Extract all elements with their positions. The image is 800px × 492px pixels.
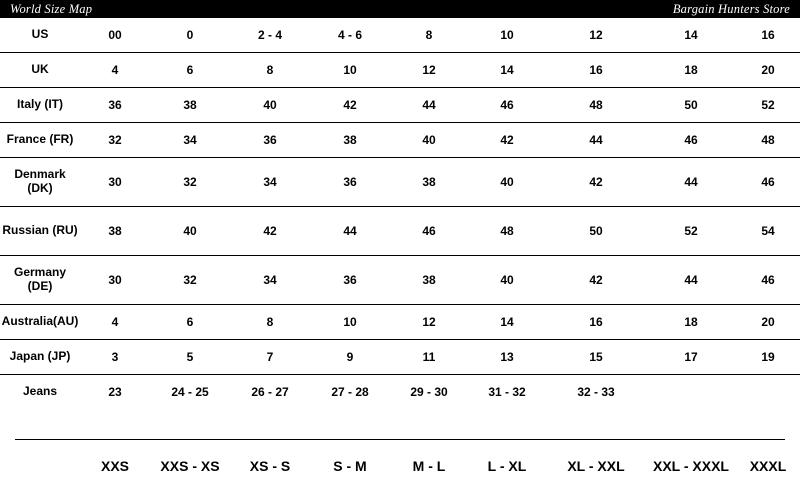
size-cell: 42 (546, 158, 646, 207)
footer-spacer-cell (0, 440, 80, 492)
table-row (0, 88, 800, 123)
table-footer-gap (0, 409, 800, 439)
row-region-label: Australia(AU) (0, 305, 80, 340)
row-region-label: UK (0, 53, 80, 88)
size-cell: 32 (150, 158, 230, 207)
size-cell: 15 (546, 340, 646, 375)
letter-size-cell: XXL - XXXL (653, 458, 729, 474)
table-row (0, 18, 800, 53)
size-cell: 40 (230, 88, 310, 123)
row-region-label: France (FR) (0, 123, 80, 158)
size-cell: 48 (468, 207, 546, 256)
footer-row (0, 440, 800, 492)
letter-size-cell: S - M (333, 458, 367, 474)
size-cell: 38 (150, 88, 230, 123)
size-cell: 20 (736, 305, 800, 340)
size-cell: 14 (646, 18, 736, 53)
size-cell: 2 - 4 (230, 18, 310, 53)
size-cell: 40 (390, 123, 468, 158)
size-cell: 40 (468, 256, 546, 305)
size-cell: 46 (468, 88, 546, 123)
size-cell: 26 - 27 (251, 385, 289, 399)
size-cell: 14 (468, 305, 546, 340)
size-cell: 42 (546, 256, 646, 305)
size-cell: 44 (310, 207, 390, 256)
size-cell: 42 (310, 88, 390, 123)
size-cell: 0 (150, 18, 230, 53)
size-cell: 14 (468, 53, 546, 88)
size-cell: 50 (546, 207, 646, 256)
table-row (0, 340, 800, 375)
table-row (0, 123, 800, 158)
size-cell: 23 (108, 385, 122, 399)
size-cell: 00 (80, 18, 150, 53)
size-cell: 27 - 28 (331, 385, 369, 399)
row-region-label: Germany (DE) (0, 256, 80, 305)
size-cell: 42 (468, 123, 546, 158)
size-cell: 6 (150, 53, 230, 88)
size-cell: 16 (546, 53, 646, 88)
size-cell: 32 (150, 256, 230, 305)
letter-size-row (0, 440, 800, 492)
size-cell: 38 (390, 256, 468, 305)
row-region-label: Italy (IT) (0, 88, 80, 123)
size-cell: 34 (230, 158, 310, 207)
size-cell: 19 (736, 340, 800, 375)
size-cell: 48 (546, 88, 646, 123)
size-cell (646, 375, 736, 410)
size-cell: 36 (80, 88, 150, 123)
row-region-label: US (0, 18, 80, 53)
size-cell: 10 (468, 18, 546, 53)
size-cell: 12 (390, 305, 468, 340)
size-cell: 4 (80, 53, 150, 88)
size-cell: 38 (310, 123, 390, 158)
size-cell: 29 - 30 (410, 385, 448, 399)
letter-size-cell: XXS (100, 458, 129, 474)
letter-size-cell: XXS - XS (160, 458, 220, 474)
size-cell: 8 (230, 53, 310, 88)
size-cell: 46 (390, 207, 468, 256)
size-cell: 40 (468, 158, 546, 207)
size-cell: 4 - 6 (310, 18, 390, 53)
size-cell: 16 (736, 18, 800, 53)
size-cell: 17 (646, 340, 736, 375)
size-cell: 32 (80, 123, 150, 158)
row-region-label: Japan (JP) (0, 340, 80, 375)
size-cell: 18 (646, 53, 736, 88)
header-bar (0, 0, 800, 18)
size-cell: 10 (310, 53, 390, 88)
size-cell: 31 - 32 (488, 385, 526, 399)
table-row (0, 53, 800, 88)
size-cell: 44 (646, 256, 736, 305)
size-cell: 46 (736, 158, 800, 207)
size-cell: 18 (646, 305, 736, 340)
size-conversion-table (0, 18, 800, 409)
size-cell: 16 (546, 305, 646, 340)
size-cell: 32 - 33 (577, 385, 615, 399)
size-cell: 46 (736, 256, 800, 305)
letter-size-cell: M - L (412, 458, 446, 474)
size-cell: 7 (230, 340, 310, 375)
size-cell: 8 (230, 305, 310, 340)
size-cell: 8 (390, 18, 468, 53)
size-cell: 34 (150, 123, 230, 158)
table-row (0, 158, 800, 207)
table-row (0, 305, 800, 340)
size-cell: 44 (390, 88, 468, 123)
size-cell: 52 (646, 207, 736, 256)
table-row (0, 207, 800, 256)
table-row (0, 256, 800, 305)
size-cell: 30 (80, 256, 150, 305)
size-cell: 50 (646, 88, 736, 123)
size-cell: 36 (310, 158, 390, 207)
size-cell (736, 375, 800, 410)
size-cell: 44 (646, 158, 736, 207)
size-cell: 42 (230, 207, 310, 256)
size-cell: 48 (736, 123, 800, 158)
size-cell: 3 (80, 340, 150, 375)
table-row (0, 375, 800, 410)
size-cell: 36 (310, 256, 390, 305)
row-region-label: Russian (RU) (0, 207, 80, 256)
size-cell: 24 - 25 (171, 385, 209, 399)
size-cell: 20 (736, 53, 800, 88)
letter-size-cell: XXXL (749, 458, 787, 474)
size-cell: 54 (736, 207, 800, 256)
size-cell: 9 (310, 340, 390, 375)
page-title: World Size Map (10, 1, 93, 16)
size-cell: 13 (468, 340, 546, 375)
size-cell: 36 (230, 123, 310, 158)
size-cell: 5 (150, 340, 230, 375)
size-cell: 34 (230, 256, 310, 305)
size-cell: 6 (150, 305, 230, 340)
size-cell: 11 (390, 340, 468, 375)
size-cell: 44 (546, 123, 646, 158)
letter-size-cell: L - XL (487, 458, 527, 474)
size-cell: 40 (150, 207, 230, 256)
letter-size-cell: XS - S (249, 458, 291, 474)
size-cell: 52 (736, 88, 800, 123)
size-cell: 38 (390, 158, 468, 207)
size-cell: 46 (646, 123, 736, 158)
size-cell: 4 (80, 305, 150, 340)
size-cell: 38 (80, 207, 150, 256)
size-cell: 30 (80, 158, 150, 207)
row-region-label: Denmark (DK) (0, 158, 80, 207)
size-cell: 12 (390, 53, 468, 88)
size-cell: 10 (310, 305, 390, 340)
letter-size-cell: XL - XXL (567, 458, 625, 474)
row-region-label: Jeans (22, 384, 58, 399)
store-name: Bargain Hunters Store (672, 1, 790, 16)
size-cell: 12 (546, 18, 646, 53)
